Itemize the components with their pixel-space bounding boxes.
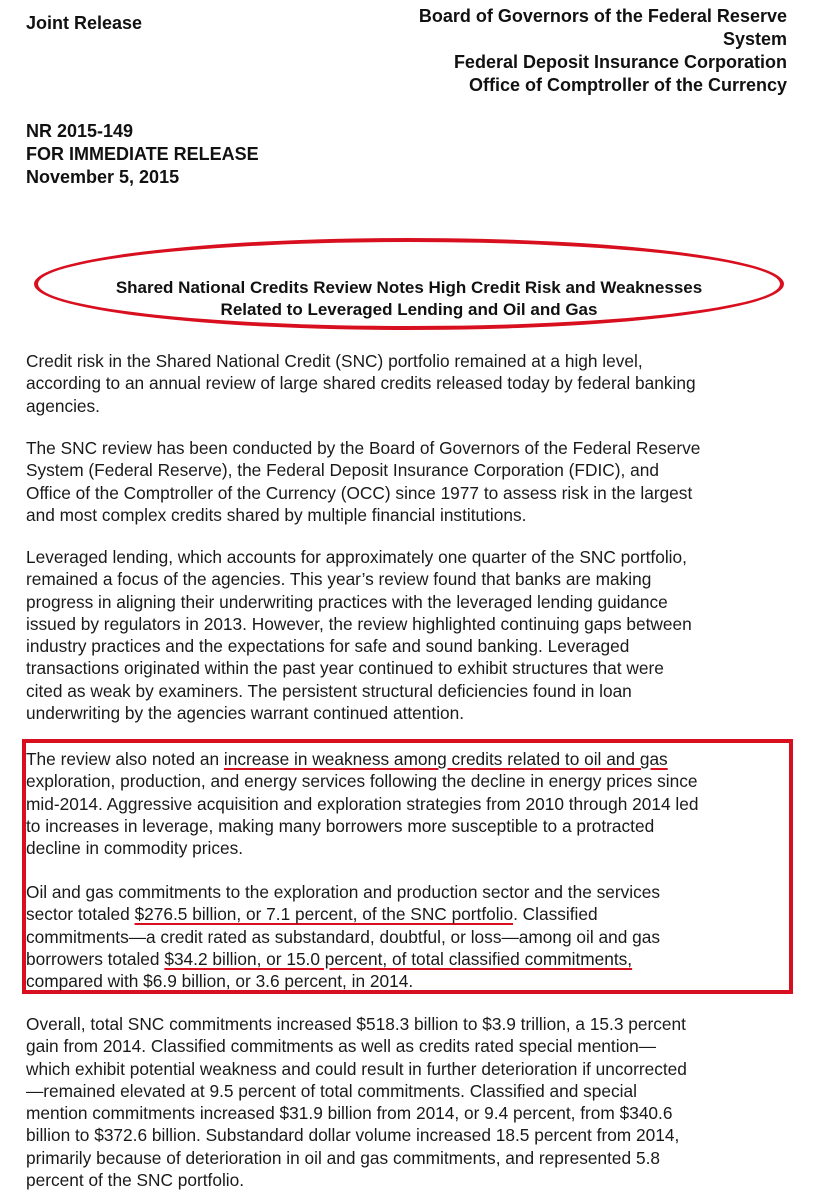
agency-line: Office of Comptroller of the Currency bbox=[468, 75, 787, 95]
text-line: agencies. bbox=[26, 395, 100, 416]
text-line: to increases in leverage, making many borrowers more susceptible to a protracted bbox=[26, 815, 655, 836]
paragraph-snc-review bbox=[26, 437, 796, 526]
headline bbox=[40, 277, 778, 321]
text-line: The SNC review has been conducted by the Board of Governors of the Federal Reserve bbox=[26, 438, 701, 458]
paragraph-overall-commitments bbox=[26, 1013, 796, 1191]
text-line: —remained elevated at 9.5 percent of total commitments. Classified and special bbox=[26, 1080, 637, 1101]
release-number: NR 2015-149 bbox=[26, 121, 134, 141]
text-line: Oil and gas commitments to the exploration and production sector and the services bbox=[26, 882, 660, 902]
agency-line: Board of Governors of the Federal Reserve bbox=[418, 6, 787, 26]
agency-line: Federal Deposit Insurance Corporation bbox=[453, 52, 787, 72]
text-line: billion to $372.6 billion. Substandard dollar volume increased 18.5 percent from 2014, bbox=[26, 1125, 680, 1146]
text-line: sector totaled $276.5 billion, or 7.1 percent, of the SNC portfolio. Classified bbox=[26, 904, 598, 925]
text-line: industry practices and the expectations for safe and sound banking. Leveraged bbox=[26, 636, 630, 657]
headline-line: Related to Leveraged Lending and Oil and Gas bbox=[220, 300, 598, 319]
text-line: underwriting by the agencies warrant continued attention. bbox=[26, 703, 465, 724]
text-line: Leveraged lending, which accounts for approximately one quarter of the SNC portfolio, bbox=[26, 547, 687, 567]
agency-line: System bbox=[722, 29, 787, 49]
underlined-phrase: increase in weakness among credits related to oil and gas bbox=[223, 749, 668, 769]
paragraph-oil-gas-weakness bbox=[26, 748, 796, 859]
text-line: Overall, total SNC commitments increased $518.3 billion to $3.9 trillion, a 15.3 percent bbox=[26, 1014, 686, 1034]
release-type: FOR IMMEDIATE RELEASE bbox=[26, 144, 259, 164]
text-line: mid-2014. Aggressive acquisition and exploration strategies from 2010 through 2014 led bbox=[26, 793, 699, 814]
release-date: November 5, 2015 bbox=[26, 167, 180, 187]
text-line: remained a focus of the agencies. This year’s review found that banks are making bbox=[26, 569, 652, 590]
text-line: primarily because of deterioration in oil and gas commitments, and represented 5.8 bbox=[26, 1147, 660, 1168]
text-line: progress in aligning their underwriting practices with the leveraged lending guidance bbox=[26, 591, 668, 612]
issuing-agencies bbox=[327, 5, 787, 97]
text-line: according to an annual review of large shared credits released today by federal banking bbox=[26, 373, 696, 394]
text-line: gain from 2014. Classified commitments as well as credits rated special mention— bbox=[26, 1036, 657, 1057]
underlined-phrase: $34.2 billion, or 15.0 percent, of total classified commitments, bbox=[164, 948, 633, 969]
text-line: percent of the SNC portfolio. bbox=[26, 1170, 245, 1191]
text-line: decline in commodity prices. bbox=[26, 838, 244, 859]
text-line: Office of the Comptroller of the Currency (OCC) since 1977 to assess risk in the largest bbox=[26, 482, 693, 503]
text-line: cited as weak by examiners. The persistent structural deficiencies found in loan bbox=[26, 680, 632, 701]
text-line: which exhibit potential weakness and could result in further deterioration if uncorrected bbox=[26, 1058, 687, 1079]
joint-release-label: Joint Release bbox=[26, 13, 143, 33]
text-line: and most complex credits shared by multiple financial institutions. bbox=[26, 504, 527, 525]
text-line: transactions originated within the past year continued to exhibit structures that were bbox=[26, 658, 664, 679]
text-line: exploration, production, and energy services following the decline in energy prices since bbox=[26, 771, 698, 792]
headline-line: Shared National Credits Review Notes High Credit Risk and Weaknesses bbox=[115, 278, 703, 297]
text-line: issued by regulators in 2013. However, the review highlighted continuing gaps between bbox=[26, 613, 692, 634]
text-line: The review also noted an increase in weakness among credits related to oil and gas bbox=[26, 749, 668, 769]
paragraph-oil-gas-commitments bbox=[26, 881, 796, 992]
text-line: compared with $6.9 billion, or 3.6 percent, in 2014. bbox=[26, 971, 414, 992]
text-line: borrowers totaled $34.2 billion, or 15.0 percent, of total classified commitments, bbox=[26, 948, 633, 969]
release-info bbox=[26, 120, 259, 189]
text-line: Credit risk in the Shared National Credit (SNC) portfolio remained at a high level, bbox=[26, 351, 643, 371]
text-line: System (Federal Reserve), the Federal Deposit Insurance Corporation (FDIC), and bbox=[26, 460, 659, 481]
text-line: commitments—a credit rated as substandard, doubtful, or loss—among oil and gas bbox=[26, 926, 660, 947]
underlined-phrase: $276.5 billion, or 7.1 percent, of the SNC portfolio bbox=[134, 904, 514, 925]
paragraph-credit-risk bbox=[26, 350, 796, 417]
paragraph-leveraged-lending bbox=[26, 546, 796, 724]
text-line: mention commitments increased $31.9 billion from 2014, or 9.4 percent, from $340.6 bbox=[26, 1103, 673, 1124]
